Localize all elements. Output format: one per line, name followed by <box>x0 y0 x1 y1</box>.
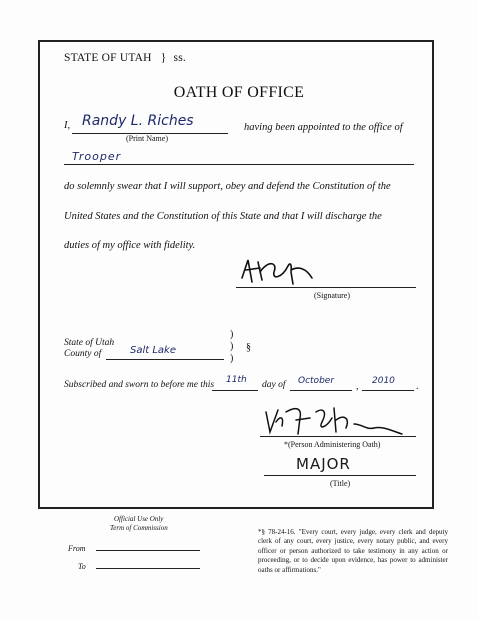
print-name-label: (Print Name) <box>126 134 168 143</box>
venue-paren-3: ) <box>230 353 234 364</box>
oath-border-frame <box>38 40 434 509</box>
date-comma: , <box>356 381 359 392</box>
day-of-text: day of <box>262 380 286 390</box>
subscribed-text: Subscribed and sworn to before me this <box>64 380 215 390</box>
to-line <box>96 568 200 569</box>
county-line <box>106 359 224 360</box>
administering-signature-scribble <box>262 404 410 438</box>
brace: } <box>160 52 167 64</box>
county-handwritten: Salt Lake <box>130 345 176 356</box>
venue-paren-1: ) <box>230 329 234 340</box>
to-label: To <box>78 562 86 571</box>
month-line <box>290 390 352 391</box>
year-line <box>362 390 414 391</box>
day-line <box>212 390 258 391</box>
administering-label: *(Person Administering Oath) <box>284 440 381 449</box>
term-of-commission-label: Term of Commission <box>110 524 168 532</box>
oath-line-3: duties of my office with fidelity. <box>64 240 196 251</box>
venue-paren-2: ) <box>230 341 234 352</box>
title-line <box>264 475 416 476</box>
from-label: From <box>68 544 86 553</box>
year-handwritten: 2010 <box>372 376 395 386</box>
month-handwritten: October <box>298 376 335 386</box>
venue-state: State of Utah <box>64 338 115 348</box>
signature-line <box>236 287 416 288</box>
appointed-text: having been appointed to the office of <box>244 122 403 133</box>
name-handwritten: Randy L. Riches <box>82 113 194 129</box>
official-use-label: Official Use Only <box>114 515 164 523</box>
oath-line-2: United States and the Constitution of this State and that I will discharge the <box>64 211 382 222</box>
document-title: OATH OF OFFICE <box>173 84 305 101</box>
from-line <box>96 550 200 551</box>
oath-line-1: do solemnly swear that I will support, obey and defend the Constitution of the <box>64 181 391 192</box>
state-heading <box>64 52 186 64</box>
oath-signature-scribble <box>238 258 318 288</box>
section-symbol: § <box>246 342 251 353</box>
administering-line <box>260 436 416 437</box>
date-period: . <box>416 381 419 392</box>
title-handwritten: MAJOR <box>296 455 351 473</box>
state-label: STATE OF UTAH <box>64 52 152 64</box>
statute-footnote: *§ 78-24-16. "Every court, every judge, every clerk and deputy clerk of any court, every justice, every notary public, and every officer or person authorized to take testimony in any action or proceeding, or to decide upon evidence, has power to administer oaths or affirmations." <box>258 528 448 574</box>
office-handwritten: Trooper <box>72 150 122 163</box>
day-handwritten: 11th <box>226 375 247 385</box>
venue-county-label: County of <box>64 349 102 359</box>
office-line <box>64 164 414 165</box>
ss-label: ss. <box>173 52 186 64</box>
title-label: (Title) <box>330 479 351 488</box>
signature-label: (Signature) <box>314 291 350 300</box>
i-label: I, <box>64 120 71 131</box>
